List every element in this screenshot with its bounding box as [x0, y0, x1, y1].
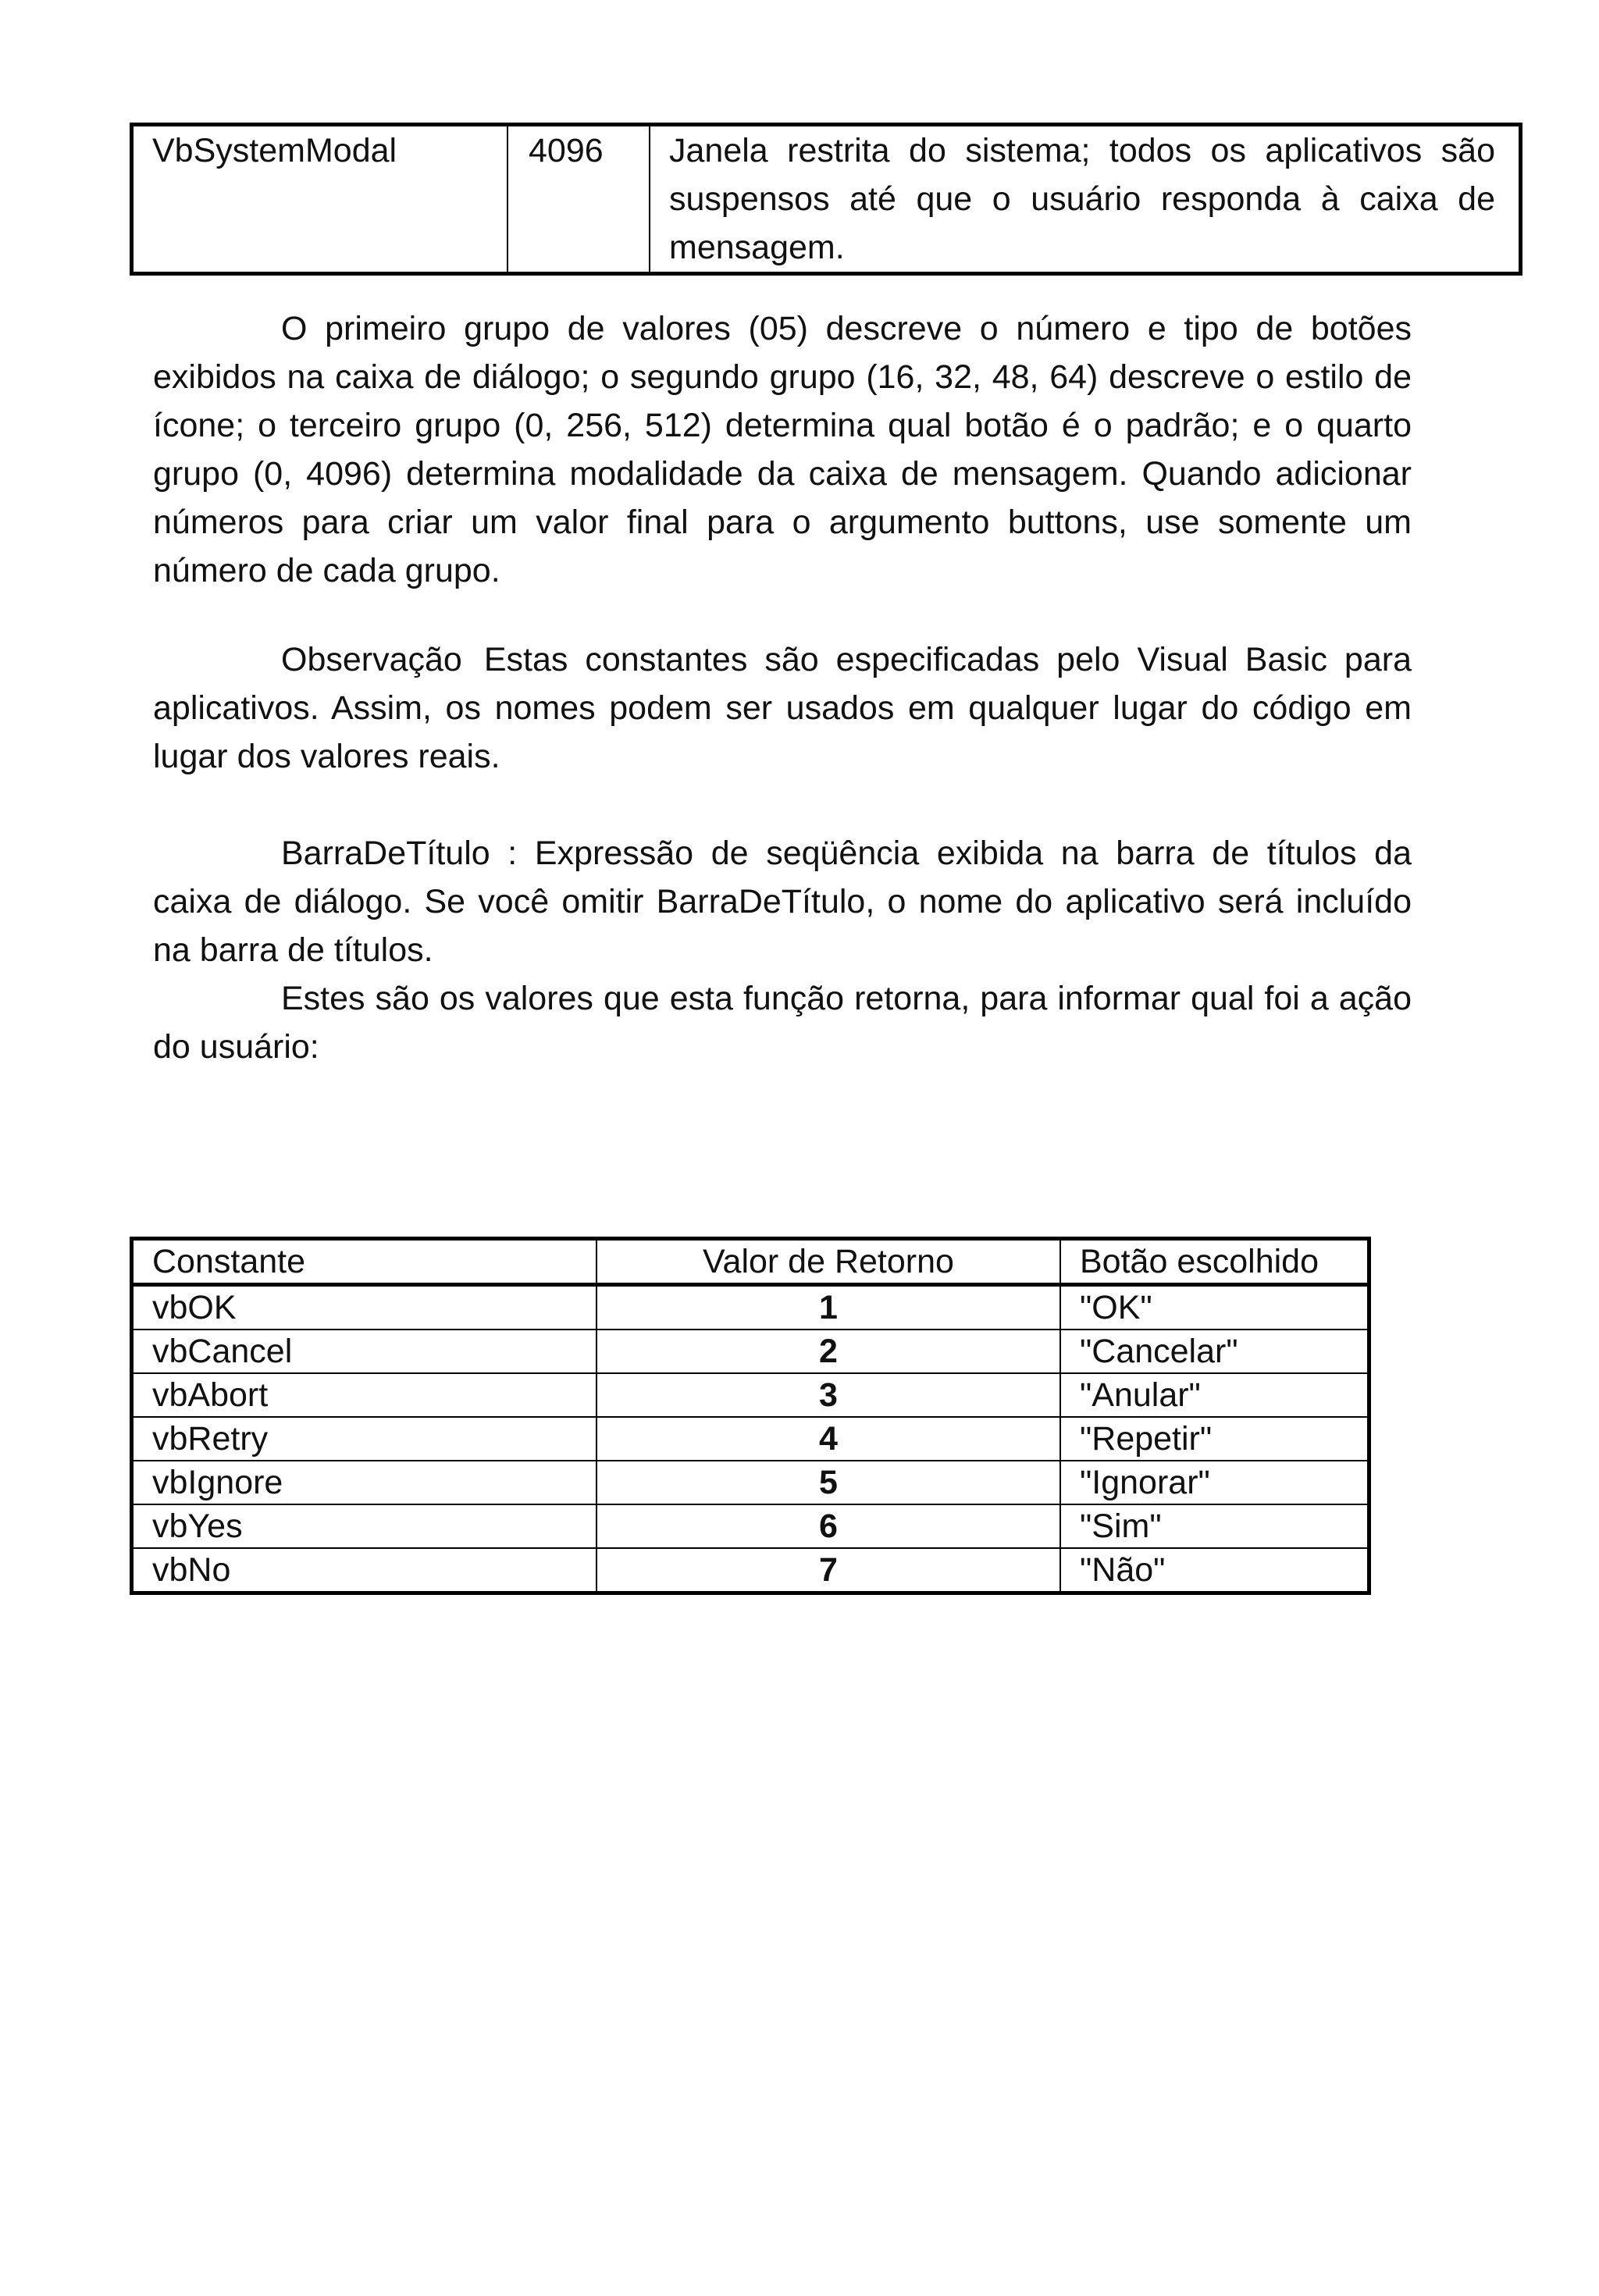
return-value-cell: 4: [597, 1417, 1060, 1461]
table-row: [132, 1285, 1369, 1330]
constant-name-cell: VbSystemModal: [132, 125, 508, 274]
paragraph-button-groups: O primeiro grupo de valores (05) descreve o número e tipo de botões exibidos na caixa de diálogo; o segundo grupo (16, 32, 48, 64) descreve o estilo de ícone; o terceiro grupo (0, 256, 512) determina qual botão é o padrão; e o quarto grupo (0, 4096) determina modalidade da caixa de mensagem. Quando adicionar números para criar um valor final para o argumento buttons, use somente um número de cada grupo.: [153, 310, 1412, 589]
table-row: [132, 1373, 1369, 1417]
button-cell: "Não": [1060, 1548, 1369, 1593]
button-cell: "Ignorar": [1060, 1461, 1369, 1504]
return-value-cell: 7: [597, 1548, 1060, 1593]
return-value-cell: 3: [597, 1373, 1060, 1417]
return-value-cell: 2: [597, 1330, 1060, 1373]
return-value-cell: 1: [597, 1285, 1060, 1330]
table-row: [132, 1548, 1369, 1593]
constant-cell: vbAbort: [132, 1373, 597, 1417]
button-cell: "Cancelar": [1060, 1330, 1369, 1373]
observation-text: Estas constantes são especificadas pelo Visual Basic para aplicativos. Assim, os nomes podem ser usados em qualquer lugar do código em lugar dos valores reais.: [153, 641, 1412, 775]
button-cell: "Anular": [1060, 1373, 1369, 1417]
constant-cell: vbCancel: [132, 1330, 597, 1373]
button-cell: "OK": [1060, 1285, 1369, 1330]
constant-cell: vbNo: [132, 1548, 597, 1593]
header-valor-de-retorno: Valor de Retorno: [597, 1239, 1060, 1285]
system-modal-table: [130, 123, 1522, 276]
constant-cell: vbRetry: [132, 1417, 597, 1461]
constant-value-cell: 4096: [507, 125, 650, 274]
paragraph-title-bar: BarraDeTítulo : Expressão de seqüência exibida na barra de títulos da caixa de diálogo. Se você omitir BarraDeTítulo, o nome do aplicativo será incluído na barra de títulos.: [153, 835, 1412, 969]
table-header-row: [132, 1239, 1369, 1285]
return-values-table: [130, 1237, 1371, 1595]
table-row: [132, 1504, 1369, 1548]
button-cell: "Sim": [1060, 1504, 1369, 1548]
paragraph-observation: [153, 635, 1412, 781]
table-row: [132, 125, 1521, 274]
header-botao-escolhido: Botão escolhido: [1060, 1239, 1369, 1285]
header-constante: Constante: [132, 1239, 597, 1285]
return-value-cell: 5: [597, 1461, 1060, 1504]
table-row: [132, 1417, 1369, 1461]
constant-cell: vbYes: [132, 1504, 597, 1548]
button-cell: "Repetir": [1060, 1417, 1369, 1461]
paragraph-return-values-intro: Estes são os valores que esta função retorna, para informar qual foi a ação do usuário:: [153, 980, 1412, 1066]
constant-description-cell: Janela restrita do sistema; todos os aplicativos são suspensos até que o usuário responda à caixa de mensagem.: [650, 125, 1521, 274]
return-value-cell: 6: [597, 1504, 1060, 1548]
observation-label: Observação: [281, 641, 462, 678]
table-row: [132, 1461, 1369, 1504]
constant-cell: vbIgnore: [132, 1461, 597, 1504]
table-row: [132, 1330, 1369, 1373]
constant-cell: vbOK: [132, 1285, 597, 1330]
